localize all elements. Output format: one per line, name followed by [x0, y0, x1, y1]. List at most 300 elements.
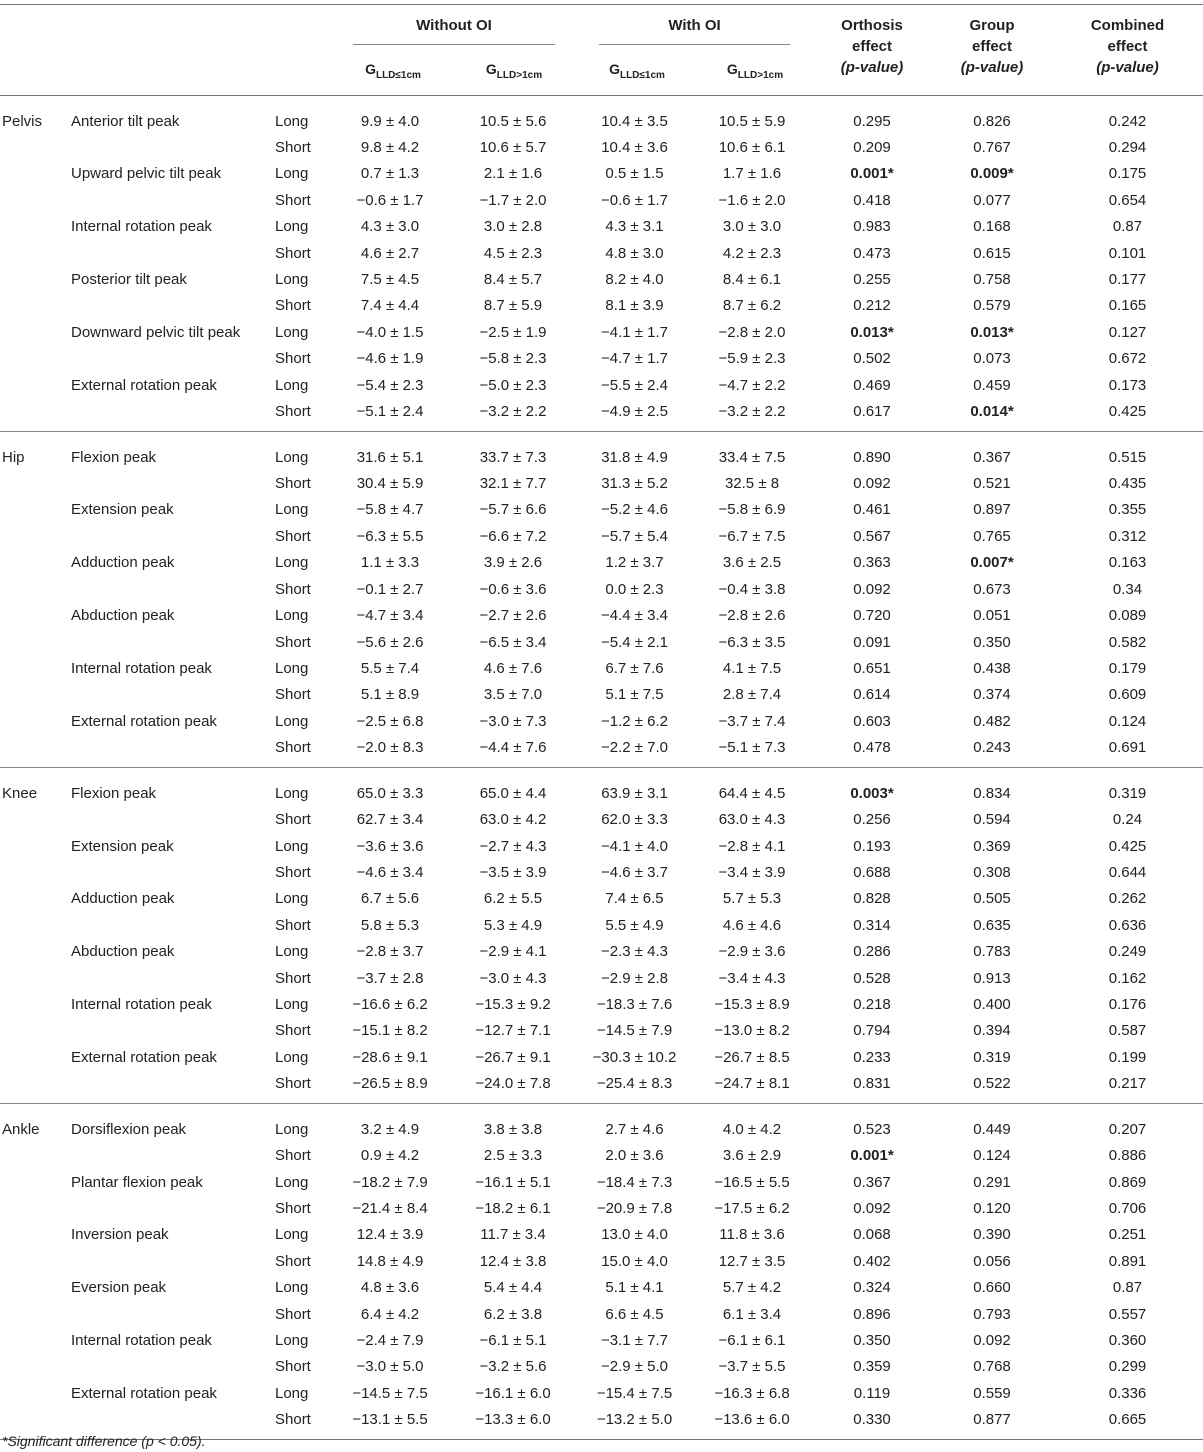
- with-oi-le1-cell: 5.1 ± 4.1: [605, 1279, 664, 1297]
- with-oi-le1-cell: −15.4 ± 7.5: [596, 1384, 673, 1402]
- without-oi-le1-cell: 62.7 ± 3.4: [356, 811, 424, 829]
- variable-cell: Flexion peak: [66, 768, 271, 808]
- variable-cell: Inversion peak: [71, 1226, 169, 1244]
- table-row: [0, 1045, 1203, 1071]
- orthosis-p-cell: 0.461: [853, 501, 891, 519]
- orthosis-p-cell: 0.092: [853, 580, 891, 598]
- variable-cell: External rotation peak: [71, 376, 217, 394]
- combined-p-cell: 0.165: [1108, 297, 1147, 315]
- variable-cell: [66, 966, 271, 992]
- with-oi-le1-cell: −18.3 ± 7.6: [596, 995, 673, 1013]
- without-oi-gt1-cell: −6.1 ± 5.1: [479, 1332, 547, 1350]
- orthosis-p-cell: 0.651: [853, 659, 891, 677]
- group-p-cell: 0.521: [973, 475, 1011, 493]
- side-cell: Short: [275, 527, 311, 545]
- without-oi-header: Without OI $G_{LLD\le 1cm}$ $G_{LLD>1cm}$: [331, 5, 577, 96]
- side-cell: Long: [275, 837, 309, 855]
- with-oi-le1-cell: −25.4 ± 8.3: [596, 1075, 673, 1093]
- with-oi-gt1-cell: 4.2 ± 2.3: [722, 244, 782, 262]
- without-oi-le1-cell: −2.0 ± 8.3: [356, 739, 424, 757]
- without-oi-le1-cell: 5.8 ± 5.3: [360, 916, 420, 934]
- without-oi-gt1-cell: −1.7 ± 2.0: [479, 191, 547, 209]
- group-p-cell: 0.369: [973, 837, 1011, 855]
- variable-cell: [66, 399, 271, 432]
- with-oi-le1-cell: 6.7 ± 7.6: [605, 659, 664, 677]
- side-cell: Long: [275, 218, 309, 236]
- variable-cell: Posterior tilt peak: [71, 271, 187, 289]
- table-row: [0, 1354, 1203, 1380]
- group-p-cell: 0.056: [973, 1252, 1011, 1270]
- with-oi-gt1-cell: 3.6 ± 2.5: [722, 554, 782, 572]
- without-oi-le1-cell: 30.4 ± 5.9: [356, 475, 424, 493]
- with-oi-le1-cell: −2.9 ± 2.8: [600, 969, 669, 987]
- with-oi-gt1-cell: 8.7 ± 6.2: [722, 297, 782, 315]
- group-p-cell: 0.394: [973, 1022, 1011, 1040]
- orthosis-p-cell: 0.068: [853, 1226, 891, 1244]
- group-p-cell: 0.522: [973, 1075, 1011, 1093]
- with-oi-le1-cell: −4.6 ± 3.7: [600, 863, 669, 881]
- side-cell: Short: [275, 916, 311, 934]
- variable-cell: Dorsiflexion peak: [66, 1104, 271, 1144]
- table-row: [0, 768, 1203, 808]
- without-oi-le1-cell: −4.6 ± 1.9: [356, 350, 424, 368]
- orthosis-p-cell: 0.209: [853, 139, 891, 156]
- table-row: [0, 603, 1203, 629]
- group-p-cell: 0.826: [973, 113, 1011, 130]
- side-cell: Short: [275, 633, 311, 651]
- group-p-cell: 0.834: [932, 768, 1052, 808]
- without-oi-le1-cell: −2.4 ± 7.9: [356, 1332, 424, 1350]
- combined-p-cell: 0.242: [1108, 113, 1147, 130]
- region-cell: [0, 913, 66, 939]
- region-cell: [0, 550, 66, 576]
- combined-p-cell: 0.176: [1108, 995, 1147, 1013]
- side-cell: Short: [275, 297, 311, 315]
- with-oi-le1-cell: 0.5 ± 1.5: [605, 165, 664, 183]
- side-cell: Short: [275, 811, 311, 829]
- group-p-cell: 0.124: [973, 1147, 1011, 1165]
- variable-cell: [66, 1071, 271, 1104]
- side-cell: Long: [275, 890, 309, 908]
- variable-cell: Adduction peak: [71, 890, 175, 908]
- without-oi-gt1-cell: 4.5 ± 2.3: [483, 244, 543, 262]
- region-cell: [0, 709, 66, 735]
- without-oi-le1-cell: 3.2 ± 4.9: [331, 1104, 449, 1144]
- group-p-cell: 0.594: [973, 811, 1011, 829]
- group-p-cell: 0.660: [973, 1279, 1011, 1297]
- with-oi-le1-cell: −5.4 ± 2.1: [600, 633, 669, 651]
- variable-cell: Internal rotation peak: [71, 218, 212, 236]
- variable-cell: Downward pelvic tilt peak: [71, 323, 241, 341]
- significant-value: 0.001*: [850, 165, 894, 183]
- table-row: [0, 399, 1203, 432]
- with-oi-gt1-cell: −5.8 ± 6.9: [718, 501, 786, 519]
- region-cell: [0, 497, 66, 523]
- without-oi-le1-cell: −21.4 ± 8.4: [352, 1200, 428, 1217]
- region-cell: [0, 603, 66, 629]
- side-cell: Short: [275, 686, 311, 704]
- with-oi-gt1-cell: −1.6 ± 2.0: [718, 191, 786, 209]
- variable-cell: External rotation peak: [71, 1048, 217, 1066]
- region-cell: [0, 1222, 66, 1248]
- variable-cell: Extension peak: [71, 837, 174, 855]
- table-row: [0, 1104, 1203, 1144]
- table-row: [0, 1328, 1203, 1354]
- without-oi-gt1-cell: −4.4 ± 7.6: [479, 739, 547, 757]
- orthosis-p-cell: 0.091: [853, 633, 891, 651]
- table-row: [0, 373, 1203, 399]
- with-oi-gt1-cell: 1.7 ± 1.6: [722, 165, 782, 183]
- variable-cell: [66, 471, 271, 497]
- without-oi-gt1-cell: −5.8 ± 2.3: [479, 350, 547, 368]
- without-oi-gt1-cell: −2.9 ± 4.1: [479, 943, 547, 961]
- side-cell: Long: [271, 768, 331, 808]
- table-row: [0, 550, 1203, 576]
- with-oi-le1-cell: 8.2 ± 4.0: [605, 271, 664, 289]
- with-oi-le1-cell: 2.0 ± 3.6: [605, 1147, 664, 1165]
- without-oi-gt1-cell: 11.7 ± 3.4: [480, 1226, 546, 1244]
- results-table: [0, 4, 1203, 1440]
- table-row: [0, 1249, 1203, 1275]
- region-cell: [0, 267, 66, 293]
- group-p-cell: 0.073: [973, 350, 1011, 368]
- variable-cell: [66, 913, 271, 939]
- region-cell: [0, 524, 66, 550]
- combined-p-cell: 0.87: [1112, 1279, 1143, 1297]
- with-oi-le1-cell: 63.9 ± 3.1: [577, 768, 692, 808]
- group-p-cell: 0.374: [973, 686, 1011, 704]
- with-oi-gt1-cell: −17.5 ± 6.2: [714, 1200, 790, 1217]
- without-oi-gt1-cell: 10.5 ± 5.6: [479, 113, 547, 130]
- variable-cell: Extension peak: [71, 501, 174, 519]
- with-oi-le1-cell: −18.4 ± 7.3: [596, 1173, 673, 1191]
- orthosis-p-cell: 0.688: [853, 863, 891, 881]
- table-row: [0, 735, 1203, 768]
- group-p-cell: 0.505: [973, 890, 1011, 908]
- group-p-cell: 0.350: [973, 633, 1011, 651]
- combined-p-cell: 0.665: [1108, 1411, 1147, 1429]
- orthosis-p-cell: 0.983: [853, 218, 891, 236]
- with-oi-gt1-cell: −6.7 ± 7.5: [718, 527, 786, 545]
- group-p-cell: 0.767: [973, 139, 1011, 156]
- group-p-cell: 0.758: [973, 271, 1011, 289]
- side-cell: Long: [275, 554, 309, 572]
- combined-p-cell: 0.515: [1052, 432, 1203, 472]
- group-p-cell: 0.438: [973, 659, 1011, 677]
- without-oi-gt1-cell: −2.5 ± 1.9: [479, 323, 547, 341]
- without-oi-le1-cell: 4.6 ± 2.7: [360, 244, 420, 262]
- without-oi-gt1-cell: 8.4 ± 5.7: [483, 271, 543, 289]
- without-oi-gt1-cell: 3.5 ± 7.0: [483, 686, 543, 704]
- without-oi-le1-cell: 5.1 ± 8.9: [360, 686, 420, 704]
- with-oi-gt1-cell: −13.6 ± 6.0: [714, 1411, 790, 1429]
- table-row: [0, 267, 1203, 293]
- combined-p-cell: 0.557: [1108, 1305, 1147, 1323]
- region-cell: [0, 214, 66, 240]
- orthosis-p-cell: [812, 768, 932, 808]
- combined-p-cell: 0.360: [1108, 1332, 1147, 1350]
- group-p-cell: 0.120: [973, 1200, 1011, 1217]
- orthosis-p-cell: 0.255: [853, 271, 891, 289]
- group-p-cell: [932, 399, 1052, 432]
- without-oi-le1-cell: −2.5 ± 6.8: [356, 712, 424, 730]
- table-row: [0, 1018, 1203, 1044]
- region-cell: [0, 656, 66, 682]
- side-cell: Long: [275, 1173, 309, 1191]
- with-oi-gt1-cell: −3.7 ± 5.5: [718, 1358, 786, 1376]
- side-cell: Short: [275, 191, 311, 209]
- group-p-cell: 0.897: [973, 501, 1011, 519]
- without-oi-le1-cell: 4.3 ± 3.0: [360, 218, 420, 236]
- region-cell: [0, 241, 66, 267]
- with-oi-gt1-cell: −3.7 ± 7.4: [718, 712, 786, 730]
- without-oi-gt1-cell: −16.1 ± 6.0: [475, 1384, 551, 1402]
- table-row: [0, 860, 1203, 886]
- without-oi-gt1-cell: 6.2 ± 5.5: [483, 890, 543, 908]
- without-oi-le1-cell: 6.4 ± 4.2: [360, 1305, 420, 1323]
- orthosis-p-cell: 0.092: [853, 1200, 891, 1217]
- variable-cell: Anterior tilt peak: [71, 113, 180, 130]
- with-oi-gt1-cell: 12.7 ± 3.5: [718, 1252, 786, 1270]
- with-oi-le1-cell: 2.7 ± 4.6: [577, 1104, 692, 1144]
- group-p-cell: 0.783: [973, 943, 1011, 961]
- with-oi-gt1-cell: 4.0 ± 4.2: [692, 1104, 812, 1144]
- with-oi-le1-cell: 4.3 ± 3.1: [605, 218, 664, 236]
- with-oi-gt1-cell: −16.5 ± 5.5: [714, 1173, 790, 1191]
- group-p-cell: 0.308: [973, 863, 1011, 881]
- region-cell: [0, 886, 66, 912]
- combined-p-cell: 0.654: [1108, 191, 1147, 209]
- with-oi-gt1-cell: −15.3 ± 8.9: [714, 995, 790, 1013]
- combined-p-cell: 0.124: [1108, 712, 1147, 730]
- table-row: [0, 346, 1203, 372]
- combined-p-cell: 0.163: [1108, 554, 1147, 572]
- table-row: [0, 966, 1203, 992]
- with-oi-le1-cell: 4.8 ± 3.0: [605, 244, 664, 262]
- side-cell: Short: [275, 969, 311, 987]
- without-oi-le1-cell: 6.7 ± 5.6: [360, 890, 420, 908]
- without-oi-gt1-cell: 4.6 ± 7.6: [483, 659, 543, 677]
- without-oi-le1-cell: 5.5 ± 7.4: [360, 659, 420, 677]
- variable-cell: Plantar flexion peak: [71, 1173, 203, 1191]
- combined-p-cell: 0.101: [1108, 244, 1147, 262]
- with-oi-gt1-cell: −5.1 ± 7.3: [718, 739, 786, 757]
- orthosis-p-cell: 0.359: [853, 1358, 891, 1376]
- table-body: [0, 96, 1203, 1441]
- side-cell: Short: [275, 1252, 311, 1270]
- without-oi-le1-cell: 7.4 ± 4.4: [360, 297, 420, 315]
- region-cell: Hip: [0, 432, 66, 472]
- with-oi-gt1-cell: 10.6 ± 6.1: [718, 139, 786, 156]
- with-oi-gt1-cell: −16.3 ± 6.8: [714, 1384, 790, 1402]
- without-oi-le1-cell: −3.0 ± 5.0: [356, 1358, 424, 1376]
- orthosis-p-cell: 0.193: [853, 837, 891, 855]
- without-oi-gt1-cell: 5.3 ± 4.9: [483, 916, 543, 934]
- with-oi-gt1-cell: 32.5 ± 8: [724, 475, 780, 493]
- orthosis-p-cell: [812, 320, 932, 346]
- region-cell: [0, 860, 66, 886]
- with-oi-le1-cell: −20.9 ± 7.8: [596, 1200, 673, 1217]
- orthosis-p-cell: 0.890: [812, 432, 932, 472]
- table-row: [0, 135, 1203, 161]
- with-oi-le1-cell: −30.3 ± 10.2: [592, 1048, 677, 1066]
- table-row: [0, 1071, 1203, 1104]
- orthosis-p-cell: 0.828: [853, 890, 891, 908]
- orthosis-p-cell: 0.720: [853, 607, 891, 625]
- with-oi-gt1-cell: 4.6 ± 4.6: [722, 916, 782, 934]
- without-oi-le1-cell: −4.7 ± 3.4: [356, 607, 424, 625]
- group-p-cell: 0.768: [973, 1358, 1011, 1376]
- variable-cell: Internal rotation peak: [71, 1332, 212, 1350]
- side-cell: Long: [275, 1279, 309, 1297]
- without-oi-gt1-cell: −3.0 ± 4.3: [479, 969, 547, 987]
- without-oi-le1-cell: −5.4 ± 2.3: [356, 376, 424, 394]
- variable-cell: [66, 188, 271, 214]
- without-oi-gt1-cell: 63.0 ± 4.2: [479, 811, 547, 829]
- side-cell: Short: [275, 244, 311, 262]
- variable-cell: [66, 630, 271, 656]
- region-cell: [0, 1275, 66, 1301]
- with-oi-gt1-cell: 3.0 ± 3.0: [722, 218, 782, 236]
- side-cell: Long: [275, 943, 309, 961]
- without-oi-le1-cell: −4.0 ± 1.5: [356, 323, 424, 341]
- variable-cell: External rotation peak: [71, 1384, 217, 1402]
- without-oi-le1-cell: 0.7 ± 1.3: [360, 165, 420, 183]
- region-cell: [0, 1018, 66, 1044]
- orthosis-p-cell: 0.314: [853, 916, 891, 934]
- without-oi-gt1-cell: 8.7 ± 5.9: [483, 297, 543, 315]
- without-oi-gt1-cell: −15.3 ± 9.2: [475, 995, 551, 1013]
- without-oi-le1-cell: −14.5 ± 7.5: [352, 1384, 428, 1402]
- group-p-cell: 0.673: [973, 580, 1011, 598]
- side-cell: Long: [275, 1332, 309, 1350]
- combined-p-cell: 0.319: [1052, 768, 1203, 808]
- region-cell: [0, 1143, 66, 1169]
- without-oi-gt1-cell: 65.0 ± 4.4: [449, 768, 577, 808]
- side-cell: Long: [275, 1384, 309, 1402]
- without-oi-gt1-cell: 3.9 ± 2.6: [483, 554, 543, 572]
- without-oi-gt1-cell: −26.7 ± 9.1: [475, 1048, 551, 1066]
- combined-effect-header: Combined effect (p-value): [1090, 17, 1165, 76]
- without-oi-le1-cell: 4.8 ± 3.6: [360, 1279, 420, 1297]
- region-cell: Knee: [0, 768, 66, 808]
- variable-cell: [66, 524, 271, 550]
- orthosis-p-cell: 0.092: [853, 475, 891, 493]
- without-oi-gt1-cell: −16.1 ± 5.1: [475, 1173, 551, 1191]
- region-cell: Ankle: [0, 1104, 66, 1144]
- side-cell: Long: [275, 501, 309, 519]
- g-lld-le1-header: $G_{LLD\le 1cm}$: [365, 61, 421, 81]
- combined-p-cell: 0.162: [1108, 969, 1147, 987]
- combined-p-cell: 0.217: [1108, 1075, 1147, 1093]
- combined-p-cell: 0.869: [1108, 1173, 1147, 1191]
- without-oi-le1-cell: 12.4 ± 3.9: [356, 1226, 424, 1244]
- table-row: [0, 214, 1203, 240]
- combined-p-cell: 0.262: [1108, 890, 1147, 908]
- without-oi-gt1-cell: 3.0 ± 2.8: [483, 218, 543, 236]
- region-cell: [0, 1170, 66, 1196]
- with-oi-gt1-cell: 8.4 ± 6.1: [722, 271, 782, 289]
- without-oi-le1-cell: 7.5 ± 4.5: [360, 271, 420, 289]
- group-p-cell: 0.319: [973, 1048, 1011, 1066]
- table-row: [0, 656, 1203, 682]
- with-oi-gt1-cell: 2.8 ± 7.4: [722, 686, 782, 704]
- orthosis-p-cell: 0.286: [853, 943, 891, 961]
- region-cell: [0, 1249, 66, 1275]
- without-oi-gt1-cell: 32.1 ± 7.7: [479, 475, 547, 493]
- without-oi-gt1-cell: 12.4 ± 3.8: [479, 1252, 547, 1270]
- group-p-cell: 0.559: [973, 1384, 1011, 1402]
- with-oi-gt1-cell: −2.8 ± 2.0: [718, 323, 786, 341]
- region-cell: [0, 373, 66, 399]
- with-oi-le1-cell: 7.4 ± 6.5: [605, 890, 664, 908]
- with-oi-le1-cell: −2.3 ± 4.3: [600, 943, 669, 961]
- without-oi-gt1-cell: 2.1 ± 1.6: [483, 165, 543, 183]
- g-lld-gt1-header: $G_{LLD>1cm}$: [726, 61, 784, 81]
- without-oi-le1-cell: −28.6 ± 9.1: [352, 1048, 428, 1066]
- significant-value: 0.014*: [970, 403, 1014, 421]
- with-oi-gt1-cell: 11.8 ± 3.6: [719, 1226, 785, 1244]
- orthosis-p-cell: 0.617: [853, 403, 891, 421]
- group-p-cell: 0.449: [932, 1104, 1052, 1144]
- significant-value: 0.001*: [850, 1147, 894, 1165]
- group-p-cell: 0.635: [973, 916, 1011, 934]
- with-oi-le1-cell: 1.2 ± 3.7: [605, 554, 664, 572]
- without-oi-le1-cell: −2.8 ± 3.7: [356, 943, 424, 961]
- significant-value: 0.007*: [970, 554, 1014, 572]
- without-oi-gt1-cell: −12.7 ± 7.1: [475, 1022, 551, 1040]
- without-oi-le1-cell: −13.1 ± 5.5: [352, 1411, 428, 1429]
- side-cell: Short: [275, 1147, 311, 1165]
- combined-p-cell: 0.34: [1112, 580, 1143, 598]
- variable-cell: [66, 807, 271, 833]
- combined-p-cell: 0.312: [1108, 527, 1147, 545]
- with-oi-le1-cell: −3.1 ± 7.7: [600, 1332, 669, 1350]
- with-oi-le1-cell: −4.9 ± 2.5: [600, 403, 669, 421]
- orthosis-p-cell: 0.473: [853, 244, 891, 262]
- without-oi-le1-cell: −3.7 ± 2.8: [356, 969, 424, 987]
- table-row: [0, 161, 1203, 187]
- group-p-cell: 0.051: [973, 607, 1011, 625]
- orthosis-p-cell: 0.218: [853, 995, 891, 1013]
- orthosis-p-cell: 0.119: [853, 1384, 891, 1402]
- orthosis-p-cell: 0.330: [853, 1411, 891, 1429]
- significant-value: 0.009*: [970, 165, 1014, 183]
- with-oi-gt1-cell: −3.4 ± 4.3: [718, 969, 786, 987]
- with-oi-gt1-cell: 6.1 ± 3.4: [722, 1305, 782, 1323]
- without-oi-le1-cell: 65.0 ± 3.3: [331, 768, 449, 808]
- with-oi-le1-cell: −14.5 ± 7.9: [596, 1022, 673, 1040]
- with-oi-gt1-cell: −0.4 ± 3.8: [718, 580, 786, 598]
- variable-cell: Upward pelvic tilt peak: [71, 165, 222, 183]
- without-oi-gt1-cell: −13.3 ± 6.0: [475, 1411, 551, 1429]
- group-effect-header: Group effect (p-value): [960, 17, 1024, 76]
- table-row: [0, 1222, 1203, 1248]
- side-cell: Long: [275, 1226, 309, 1244]
- side-cell: Long: [271, 1104, 331, 1144]
- region-cell: [0, 1071, 66, 1104]
- orthosis-p-cell: [812, 1143, 932, 1169]
- without-oi-le1-cell: 1.1 ± 3.3: [360, 554, 420, 572]
- without-oi-le1-cell: −18.2 ± 7.9: [352, 1173, 428, 1191]
- without-oi-gt1-cell: −0.6 ± 3.6: [479, 580, 547, 598]
- orthosis-p-cell: 0.212: [853, 297, 891, 315]
- region-cell: [0, 630, 66, 656]
- with-oi-le1-cell: −4.1 ± 4.0: [600, 837, 669, 855]
- variable-cell: [66, 577, 271, 603]
- with-oi-gt1-cell: 5.7 ± 5.3: [722, 890, 782, 908]
- table-row: [0, 1196, 1203, 1222]
